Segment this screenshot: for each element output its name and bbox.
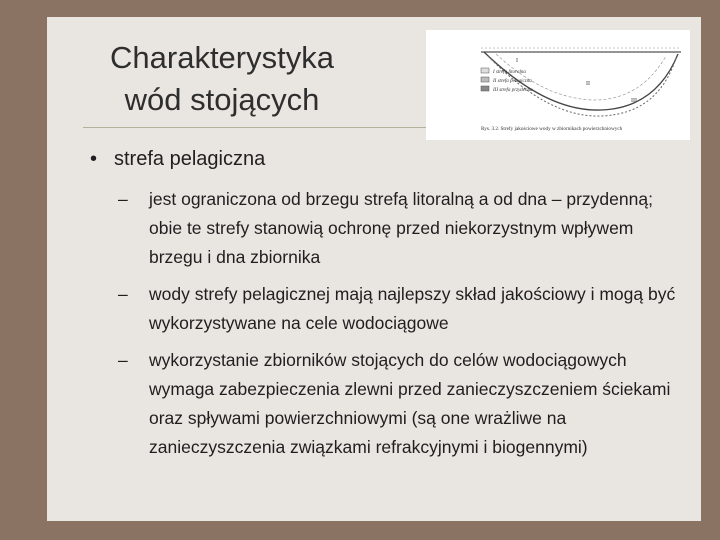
dash-marker: – xyxy=(118,189,128,209)
zone-mark-1: I xyxy=(516,58,518,64)
legend-item-3: III strefa przydenna xyxy=(493,88,533,93)
main-bullet-label: strefa pelagiczna xyxy=(114,148,266,170)
lake-zones-figure xyxy=(426,30,690,140)
title-line-1: Charakterystyka xyxy=(110,40,334,75)
zone-mark-2: II xyxy=(586,81,590,87)
sub-bullet-list xyxy=(118,185,678,470)
lake-cross-section-diagram xyxy=(426,30,690,140)
sub-bullet-2 xyxy=(118,280,678,338)
dash-marker: – xyxy=(118,350,128,370)
legend-item-2: II strefa pelagiczna xyxy=(493,79,532,84)
slide-title xyxy=(47,37,397,121)
sub-bullet-1 xyxy=(118,185,678,272)
figure-caption: Rys. 3.2. Strefy jakościowe wody w zbiornikach powierzchniowych xyxy=(481,126,623,132)
main-bullet xyxy=(90,148,265,171)
legend-swatch-3 xyxy=(481,86,489,91)
legend-swatch-2 xyxy=(481,77,489,82)
bullet-dot: • xyxy=(90,148,98,170)
title-line-2: wód stojących xyxy=(124,82,320,117)
bottom-zone-line xyxy=(488,56,676,116)
pelagic-zone-line xyxy=(496,54,666,100)
zone-mark-3: III xyxy=(631,98,637,104)
sub-bullet-3 xyxy=(118,346,678,462)
legend-swatch-1 xyxy=(481,68,489,73)
dash-marker: – xyxy=(118,284,128,304)
slide xyxy=(47,17,701,521)
legend-item-1: I strefa litoralna xyxy=(493,70,526,75)
sub-bullet-text: jest ograniczona od brzegu strefą litoralną a od dna – przydenną; obie te strefy stanowią ochronę przed niekorzystnym wpływem brzegu i dna zbiornika xyxy=(149,189,653,267)
sub-bullet-text: wody strefy pelagicznej mają najlepszy skład jakościowy i mogą być wykorzystywane na cele wodociągowe xyxy=(149,284,676,333)
sub-bullet-text: wykorzystanie zbiorników stojących do celów wodociągowych wymaga zabezpieczenia zlewni przed zanieczyszczeniem ściekami oraz spływami powierzchniowymi (są one wrażliwe na zanieczyszczenia związkami refrakcyjnymi i biogennymi) xyxy=(149,350,671,457)
